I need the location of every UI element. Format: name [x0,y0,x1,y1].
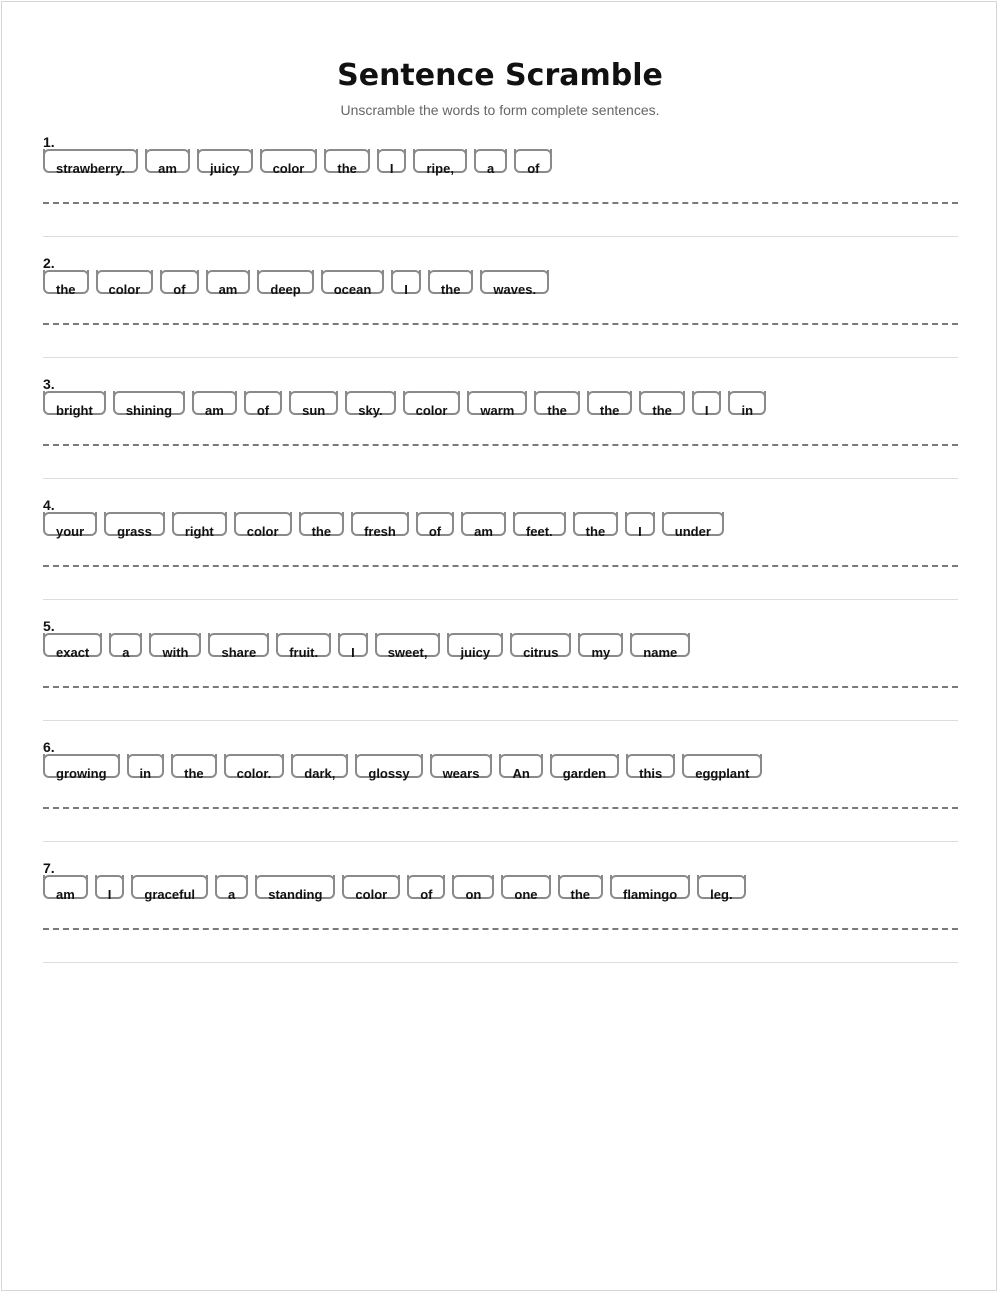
word-tile-label: sky. [358,403,383,418]
word-tile-label: am [474,524,493,539]
word-tile[interactable] [145,149,190,176]
word-tile[interactable] [513,512,566,539]
word-tile-label: color [355,887,388,902]
word-tile[interactable] [587,391,633,418]
word-tile-label: wears [442,766,480,781]
word-bank [43,875,746,902]
word-tile[interactable] [345,391,395,418]
word-tile-label: I [704,403,709,418]
word-tile[interactable] [131,875,208,902]
answer-line[interactable] [43,323,958,325]
word-tile-label: the [570,887,590,902]
word-tile-label: color [246,524,279,539]
word-tile-label: flamingo [623,887,678,902]
word-tile[interactable] [391,270,421,297]
word-tile-label: the [440,282,461,297]
word-tile-label: I [389,161,394,176]
question-divider [43,962,958,963]
word-tile[interactable] [43,754,120,781]
word-tile-label: my [591,645,611,660]
word-tile[interactable] [662,512,724,539]
word-tile[interactable] [501,875,550,902]
word-tile-label: An [512,766,530,781]
word-tile[interactable] [43,633,102,660]
word-tile-label: fresh [364,524,396,539]
word-tile[interactable] [447,633,503,660]
question-1 [43,134,958,255]
word-tile-label: of [256,403,270,418]
word-tile-label: share [221,645,257,660]
word-tile-label: the [184,766,204,781]
word-tile[interactable] [289,391,338,418]
word-tile[interactable] [208,633,269,660]
word-bank [43,633,690,660]
word-tile[interactable] [467,391,527,418]
word-tile[interactable] [514,149,552,176]
word-tile[interactable] [43,391,106,418]
word-tile-label: I [404,282,408,297]
word-tile-label: a [486,161,495,176]
word-tile[interactable] [428,270,474,297]
word-tile[interactable] [534,391,580,418]
word-tile-label: the [311,524,332,539]
word-bank [43,149,552,176]
word-tile-label: I [638,524,642,539]
word-tile[interactable] [610,875,690,902]
word-tile[interactable] [625,512,655,539]
word-tile-label: one [514,887,538,902]
word-tile[interactable] [728,391,766,418]
word-tile[interactable] [224,754,285,781]
question-5 [43,618,958,739]
question-divider [43,720,958,721]
page-title: Sentence Scramble [337,58,663,93]
word-tile-label: juicy [460,645,491,660]
question-2 [43,255,958,376]
word-tile[interactable] [197,149,253,176]
word-tile[interactable] [499,754,542,781]
word-tile-label: of [173,282,186,297]
word-tile-label: a [228,887,236,902]
word-tile-label: of [428,524,442,539]
word-tile-label: the [56,282,76,297]
word-tile[interactable] [113,391,185,418]
word-tile-label: the [652,403,672,418]
question-number: 2. [43,255,55,271]
word-tile[interactable] [550,754,619,781]
word-tile-label: under [674,524,711,539]
word-tile-label: color [108,282,141,297]
word-tile-label: growing [56,766,107,781]
answer-line[interactable] [43,565,958,567]
word-tile[interactable] [342,875,400,902]
answer-line[interactable] [43,202,958,204]
word-tile[interactable] [626,754,675,781]
question-number: 5. [43,618,55,634]
question-divider [43,599,958,600]
question-divider [43,357,958,358]
page-subtitle: Unscramble the words to form complete sentences. [340,102,660,118]
question-number: 1. [43,134,55,150]
question-6 [43,739,958,860]
word-tile[interactable] [480,270,549,297]
word-bank [43,512,724,539]
question-divider [43,236,958,237]
word-tile[interactable] [276,633,331,660]
word-tile-label: the [585,524,606,539]
word-tile[interactable] [206,270,251,297]
answer-line[interactable] [43,444,958,446]
word-tile[interactable] [172,512,227,539]
question-list [43,134,958,981]
word-tile[interactable] [630,633,690,660]
word-tile[interactable] [291,754,348,781]
word-tile-label: color [415,403,448,418]
word-tile[interactable] [558,875,604,902]
word-tile-label: in [139,766,152,781]
word-tile-label: right [184,524,214,539]
word-tile[interactable] [375,633,441,660]
word-tile[interactable] [160,270,198,297]
question-number: 7. [43,860,55,876]
word-tile-label: dark, [304,766,336,781]
word-tile[interactable] [215,875,248,902]
word-tile-label: am [205,403,224,418]
word-tile-label: glossy [368,766,410,781]
word-tile-label: this [639,766,663,781]
word-tile-label: ocean [333,282,372,297]
question-divider [43,841,958,842]
question-divider [43,478,958,479]
word-tile-label: of [420,887,433,902]
word-tile[interactable] [338,633,368,660]
word-tile-label: your [56,524,85,539]
word-tile-label: sun [302,403,326,418]
word-tile-label: garden [562,766,607,781]
word-tile[interactable] [171,754,217,781]
word-tile-label: juicy [209,161,240,176]
word-tile-label: I [351,645,355,660]
word-tile[interactable] [407,875,445,902]
word-tile-label: feet. [525,524,553,539]
word-tile[interactable] [377,149,407,176]
word-tile-label: am [158,161,177,176]
word-tile-label: grass [117,524,152,539]
word-tile-label: color [272,161,305,176]
word-tile-label: sweet, [387,645,428,660]
word-tile-label: in [741,403,754,418]
word-tile[interactable] [474,149,507,176]
word-tile[interactable] [43,270,89,297]
word-tile-label: deep [270,282,301,297]
word-tile-label: am [56,887,75,902]
word-tile-label: of [527,161,540,176]
word-tile[interactable] [257,270,313,297]
word-tile-label: leg. [710,887,733,902]
answer-line[interactable] [43,928,958,930]
word-tile[interactable] [96,270,154,297]
word-tile[interactable] [260,149,318,176]
word-tile[interactable] [697,875,745,902]
word-tile[interactable] [43,149,138,176]
word-tile[interactable] [255,875,335,902]
word-tile[interactable] [321,270,385,297]
word-tile-label: the [547,403,567,418]
word-tile[interactable] [510,633,571,660]
word-tile[interactable] [299,512,345,539]
word-tile-label: ripe, [426,161,454,176]
word-tile-label: fruit. [289,645,319,660]
word-tile-label: standing [268,887,323,902]
word-tile[interactable] [355,754,422,781]
word-tile-label: the [337,161,357,176]
word-tile-label: waves. [493,282,537,297]
word-bank [43,270,549,297]
question-4 [43,497,958,618]
word-tile[interactable] [682,754,762,781]
word-tile-label: on [465,887,482,902]
word-tile[interactable] [578,633,623,660]
word-tile[interactable] [351,512,409,539]
word-tile[interactable] [452,875,494,902]
word-tile[interactable] [192,391,237,418]
word-tile[interactable] [403,391,461,418]
question-7 [43,860,958,981]
word-tile-label: citrus [523,645,559,660]
word-tile[interactable] [95,875,125,902]
word-bank [43,391,766,418]
word-tile-label: a [122,645,130,660]
word-tile[interactable] [692,391,722,418]
question-number: 4. [43,497,55,513]
word-tile-label: strawberry. [56,161,126,176]
answer-line[interactable] [43,686,958,688]
word-tile-label: with [162,645,189,660]
word-tile-label: warm [480,403,515,418]
word-tile-label: graceful [144,887,195,902]
word-tile[interactable] [461,512,506,539]
word-tile-label: I [107,887,112,902]
word-tile[interactable] [43,512,97,539]
word-tile[interactable] [416,512,454,539]
word-tile[interactable] [43,875,88,902]
word-tile[interactable] [104,512,165,539]
word-tile[interactable] [234,512,292,539]
word-tile-label: bright [56,403,93,418]
word-tile-label: color. [236,766,272,781]
question-number: 3. [43,376,55,392]
question-number: 6. [43,739,55,755]
word-tile[interactable] [639,391,685,418]
word-tile-label: exact [56,645,90,660]
word-tile[interactable] [430,754,493,781]
word-tile[interactable] [573,512,619,539]
word-tile[interactable] [109,633,142,660]
word-tile[interactable] [324,149,370,176]
word-tile-label: the [599,403,620,418]
word-tile[interactable] [149,633,201,660]
word-tile-label: eggplant [695,766,750,781]
word-tile-label: am [218,282,238,297]
word-tile-label: name [643,645,678,660]
question-3 [43,376,958,497]
word-tile-label: shining [125,403,173,418]
answer-line[interactable] [43,807,958,809]
word-tile[interactable] [244,391,282,418]
word-tile[interactable] [127,754,165,781]
word-bank [43,754,762,781]
word-tile[interactable] [413,149,466,176]
